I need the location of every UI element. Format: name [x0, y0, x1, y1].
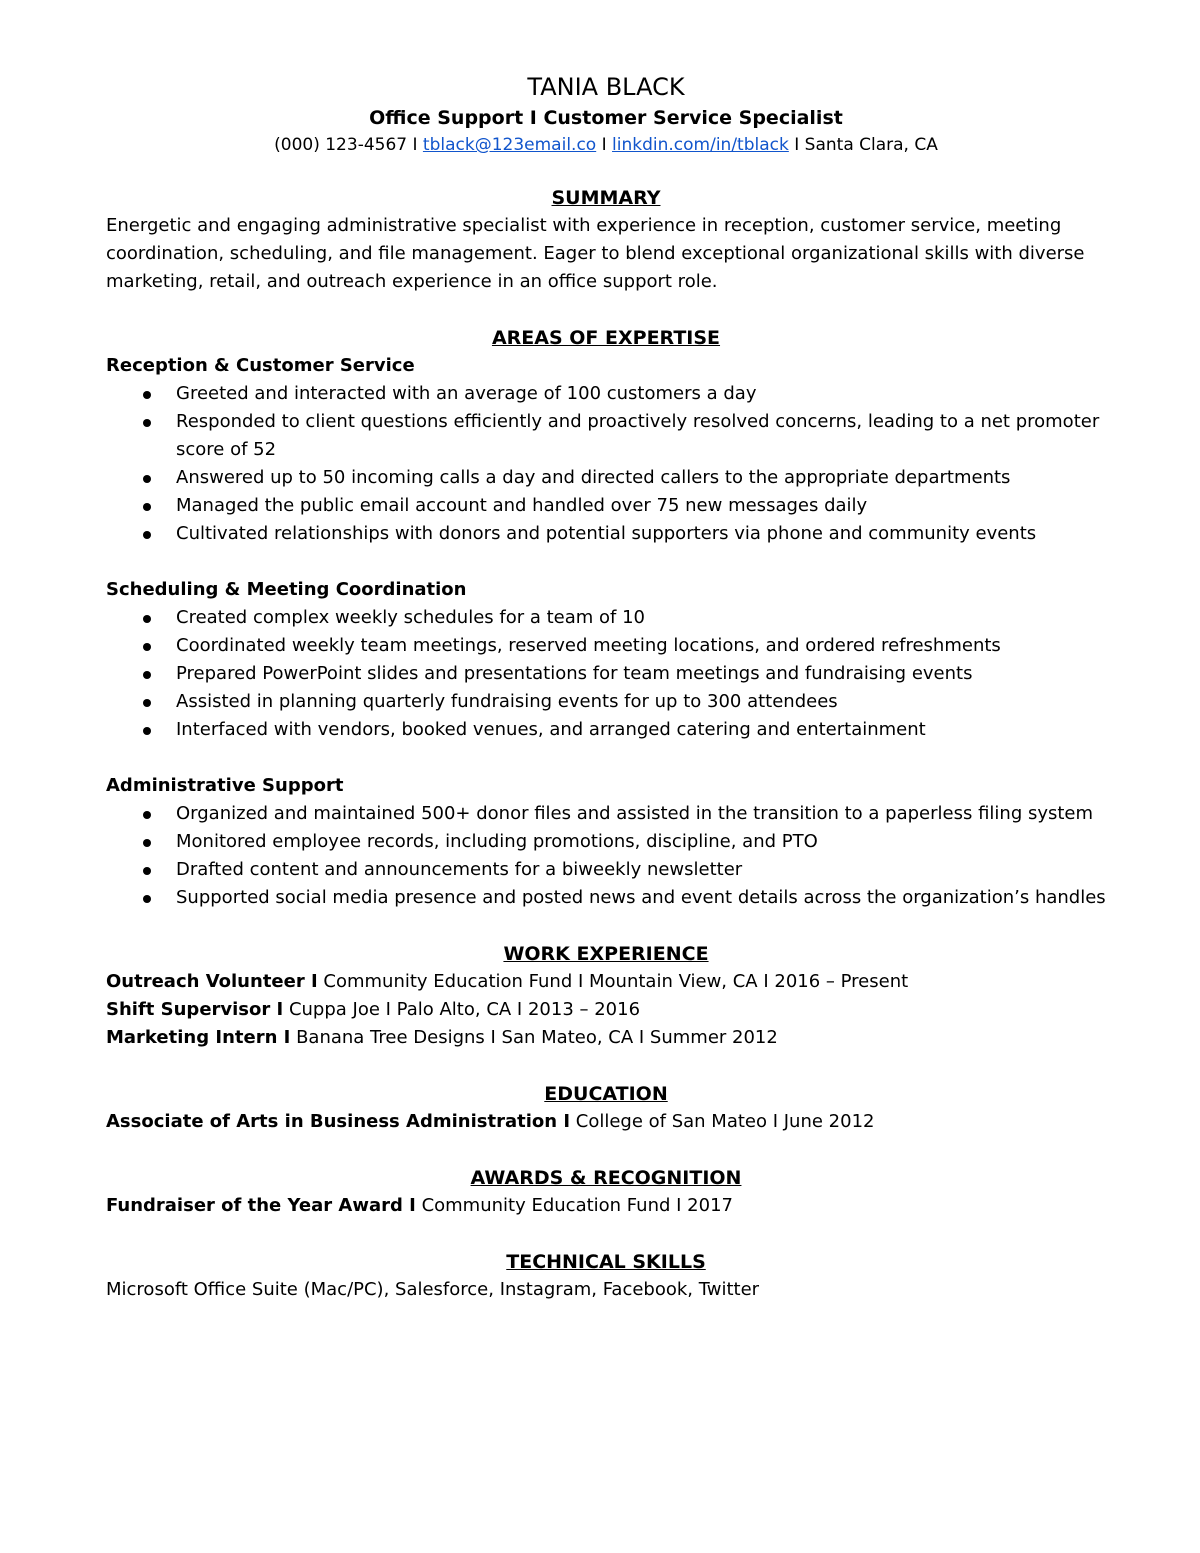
candidate-title: Office Support I Customer Service Specialist — [369, 107, 843, 129]
contact-email-link[interactable]: tblack@123email.co — [422, 135, 597, 155]
expertise-list — [106, 800, 1106, 912]
bullet-icon — [143, 615, 151, 623]
bullet-icon — [143, 895, 151, 903]
list-item-text: Cultivated relationships with donors and potential supporters via phone and community events — [176, 523, 1037, 544]
work-detail: Cuppa Joe I Palo Alto, CA I 2013 – 2016 — [283, 999, 641, 1020]
expertise-group — [106, 352, 1106, 548]
contact-separator: I — [407, 135, 423, 155]
list-item — [176, 716, 1106, 744]
award-entry — [106, 1192, 1106, 1220]
list-item-text: Answered up to 50 incoming calls a day and directed callers to the appropriate departments — [176, 467, 1011, 488]
list-item-text: Responded to client questions efficiently and proactively resolved concerns, leading to a net promoter score of 52 — [176, 411, 1100, 460]
bullet-icon — [143, 475, 151, 483]
list-item-text: Assisted in planning quarterly fundraising events for up to 300 attendees — [176, 691, 838, 712]
list-item-text: Created complex weekly schedules for a team of 10 — [176, 607, 646, 628]
bullet-icon — [143, 839, 151, 847]
expertise-section — [106, 324, 1106, 912]
education-section — [106, 1080, 1106, 1136]
expertise-heading: AREAS OF EXPERTISE — [491, 327, 721, 349]
list-item-text: Greeted and interacted with an average of 100 customers a day — [176, 383, 757, 404]
list-item — [176, 632, 1106, 660]
list-item-text: Organized and maintained 500+ donor files and assisted in the transition to a paperless filing system — [176, 803, 1094, 824]
list-item-text: Drafted content and announcements for a biweekly newsletter — [176, 859, 743, 880]
awards-section — [106, 1164, 1106, 1220]
list-item — [176, 492, 1106, 520]
list-item — [176, 800, 1106, 828]
expertise-list — [106, 380, 1106, 548]
list-item-text: Monitored employee records, including promotions, discipline, and PTO — [176, 831, 818, 852]
list-item — [176, 884, 1106, 912]
skills-heading: TECHNICAL SKILLS — [506, 1251, 706, 1273]
education-entry — [106, 1108, 1106, 1136]
award-name: Fundraiser of the Year Award I — [106, 1195, 416, 1216]
work-entry — [106, 1024, 1106, 1052]
resume-content — [106, 70, 1106, 1304]
work-detail: Banana Tree Designs I San Mateo, CA I Summer 2012 — [290, 1027, 778, 1048]
contact-separator: I — [788, 135, 805, 155]
bullet-icon — [143, 867, 151, 875]
expertise-group — [106, 576, 1106, 744]
list-item — [176, 856, 1106, 884]
list-item — [176, 380, 1106, 408]
list-item — [176, 688, 1106, 716]
expertise-group-title: Administrative Support — [106, 775, 344, 796]
work-detail: Community Education Fund I Mountain View, CA I 2016 – Present — [317, 971, 909, 992]
contact-location: Santa Clara, CA — [804, 135, 938, 155]
expertise-group-title: Scheduling & Meeting Coordination — [106, 579, 467, 600]
bullet-icon — [143, 727, 151, 735]
list-item — [176, 408, 1106, 464]
work-entry — [106, 968, 1106, 996]
contact-line — [106, 132, 1106, 158]
summary-section — [106, 184, 1106, 296]
work-heading: WORK EXPERIENCE — [503, 943, 709, 965]
education-degree: Associate of Arts in Business Administration I — [106, 1111, 571, 1132]
work-role: Shift Supervisor I — [106, 999, 284, 1020]
contact-separator: I — [596, 135, 613, 155]
candidate-name: TANIA BLACK — [527, 73, 685, 101]
bullet-icon — [143, 419, 151, 427]
list-item-text: Supported social media presence and posted news and event details across the organization’s handles — [176, 887, 1106, 908]
skills-section — [106, 1248, 1106, 1304]
education-heading: EDUCATION — [544, 1083, 668, 1105]
list-item — [176, 464, 1106, 492]
bullet-icon — [143, 643, 151, 651]
list-item — [176, 660, 1106, 688]
bullet-icon — [143, 503, 151, 511]
work-entry — [106, 996, 1106, 1024]
list-item — [176, 604, 1106, 632]
expertise-group-title: Reception & Customer Service — [106, 355, 415, 376]
work-role: Outreach Volunteer I — [106, 971, 318, 992]
contact-phone: (000) 123-4567 — [274, 135, 408, 155]
list-item-text: Prepared PowerPoint slides and presentations for team meetings and fundraising events — [176, 663, 973, 684]
list-item-text: Interfaced with vendors, booked venues, and arranged catering and entertainment — [176, 719, 926, 740]
skills-text: Microsoft Office Suite (Mac/PC), Salesforce, Instagram, Facebook, Twitter — [106, 1279, 760, 1300]
bullet-icon — [143, 391, 151, 399]
award-detail: Community Education Fund I 2017 — [415, 1195, 733, 1216]
education-detail: College of San Mateo I June 2012 — [570, 1111, 875, 1132]
awards-heading: AWARDS & RECOGNITION — [470, 1167, 742, 1189]
bullet-icon — [143, 671, 151, 679]
summary-text: Energetic and engaging administrative specialist with experience in reception, customer service, meeting coordination, scheduling, and file management. Eager to blend exceptional organizational skills with diverse marketing, retail, and outreach experience in an office support role. — [106, 215, 1085, 292]
bullet-icon — [143, 699, 151, 707]
contact-linkedin-link[interactable]: linkdin.com/in/tblack — [612, 135, 789, 155]
expertise-list — [106, 604, 1106, 744]
resume-header — [106, 70, 1106, 158]
list-item-text: Coordinated weekly team meetings, reserved meeting locations, and ordered refreshments — [176, 635, 1001, 656]
list-item-text: Managed the public email account and handled over 75 new messages daily — [176, 495, 868, 516]
expertise-group — [106, 772, 1106, 912]
list-item — [176, 828, 1106, 856]
work-section — [106, 940, 1106, 1052]
work-role: Marketing Intern I — [106, 1027, 291, 1048]
bullet-icon — [143, 811, 151, 819]
summary-heading: SUMMARY — [551, 187, 661, 209]
bullet-icon — [143, 531, 151, 539]
list-item — [176, 520, 1106, 548]
